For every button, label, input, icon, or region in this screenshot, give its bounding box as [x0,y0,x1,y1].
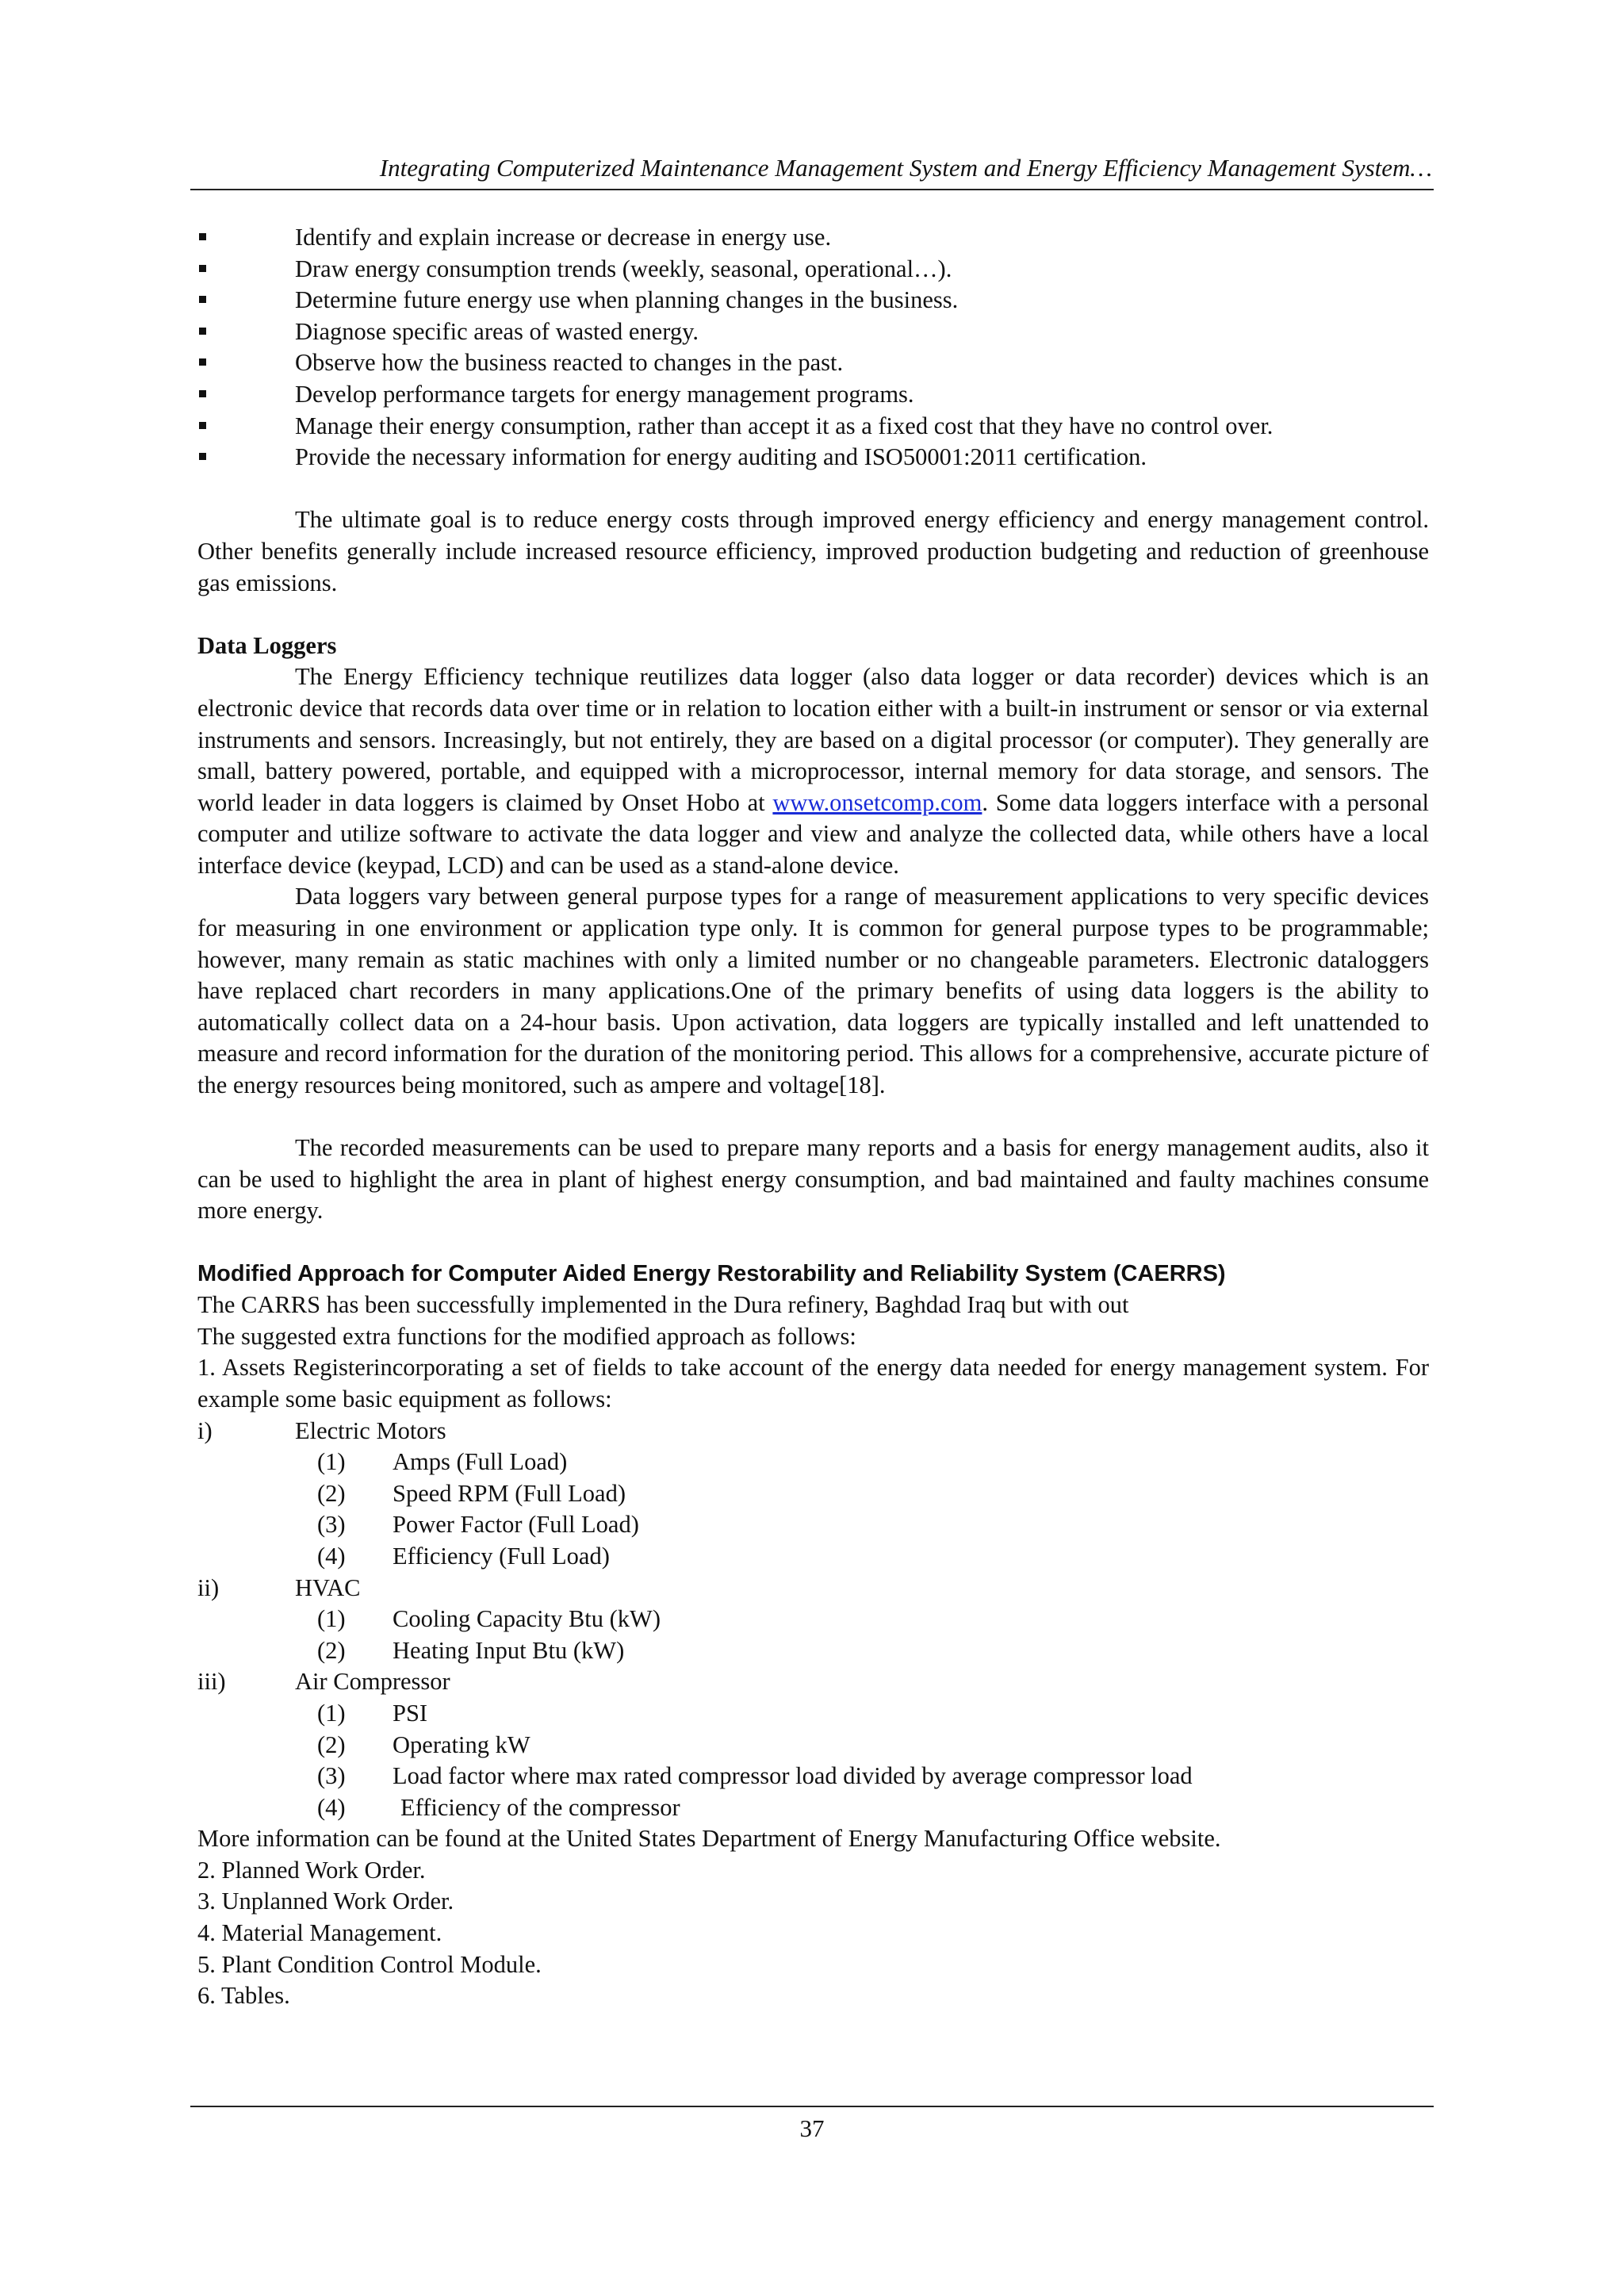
numbered-item: 3. Unplanned Work Order. [197,1888,454,1915]
page-content [197,222,1429,2012]
bullet-text: Manage their energy consumption, rather than accept it as a fixed cost that they have no control over. [295,412,1274,439]
data-loggers-heading: Data Loggers [197,631,337,659]
field-number: (4) [317,1793,346,1821]
spacer [197,473,1429,505]
data-loggers-paragraph-1 [197,661,1429,881]
equipment-number: i) [197,1416,213,1444]
data-loggers-paragraph-3: The recorded measurements can be used to prepare many reports and a basis for energy management audits, also it can be used to highlight the area in plant of highest energy consumption, and bad maintained and faulty machines consume more energy. [197,1134,1429,1225]
equipment-name: Electric Motors [295,1416,446,1444]
equipment-row-air-compressor [197,1666,1429,1698]
field-number: (1) [317,1448,346,1476]
field-text: Operating kW [393,1731,530,1758]
equipment-field-row [197,1447,1429,1478]
spacer [197,1227,1429,1259]
modified-approach-heading: Modified Approach for Computer Aided Energy Restorability and Reliability System (CAERRS) [197,1260,1226,1286]
field-text: Power Factor (Full Load) [393,1511,639,1539]
equipment-field-row [197,1698,1429,1730]
bullet-item [197,254,1429,286]
bullet-text: Identify and explain increase or decrease in energy use. [295,224,832,251]
goal-paragraph: The ultimate goal is to reduce energy costs through improved energy efficiency and energy management control. Other benefits generally include increased resource efficiency, improved production budgeting and reduction of greenhouse gas emissions. [197,506,1429,596]
bullet-item [197,285,1429,316]
bullet-text: Draw energy consumption trends (weekly, seasonal, operational…). [295,255,952,282]
bullet-item [197,316,1429,348]
field-number: (3) [317,1511,346,1539]
equipment-row-electric-motors [197,1416,1429,1447]
equipment-field-row [197,1761,1429,1792]
assets-register-item: 1. Assets Registerincorporating a set of fields to take account of the energy data needed for energy management system. For example some basic equipment as follows: [197,1354,1429,1412]
carrs-implementation-line: The CARRS has been successfully implemented in the Dura refinery, Baghdad Iraq but with out [197,1291,1129,1319]
field-number: (2) [317,1479,346,1507]
paragraph-text: . Some data loggers interface with a personal computer and utilize software to activate the data logger and view and analyze the collected data, while others have a local interface device (keypad, LCD) and can be used as a stand-alone device. [197,788,1429,879]
bullet-item [197,347,1429,379]
square-bullet-icon [199,422,206,429]
bullet-text: Provide the necessary information for energy auditing and ISO50001:2011 certification. [295,443,1147,471]
bullet-item [197,379,1429,411]
benefits-bullet-list [197,222,1429,473]
onsetcomp-link[interactable]: www.onsetcomp.com [772,788,982,816]
more-information-line: More information can be found at the United States Department of Energy Manufacturing Office website. [197,1825,1221,1853]
numbered-item: 5. Plant Condition Control Module. [197,1950,542,1978]
square-bullet-icon [199,233,206,240]
square-bullet-icon [199,453,206,460]
numbered-item: 2. Planned Work Order. [197,1856,426,1884]
numbered-item: 6. Tables. [197,1982,290,2010]
footer-rule [190,2106,1434,2107]
equipment-number: iii) [197,1668,226,1696]
bullet-text: Develop performance targets for energy management programs. [295,380,914,408]
spacer [197,599,1429,631]
page-number: 37 [799,2114,825,2142]
equipment-name: HVAC [295,1573,361,1601]
field-text: Cooling Capacity Btu (kW) [393,1605,661,1633]
bullet-item [197,222,1429,254]
square-bullet-icon [199,265,206,272]
equipment-field-row [197,1635,1429,1667]
field-text: Heating Input Btu (kW) [393,1636,625,1664]
bullet-text: Diagnose specific areas of wasted energy. [295,317,699,345]
equipment-field-row [197,1509,1429,1541]
equipment-field-row [197,1604,1429,1635]
field-text: Efficiency of the compressor [400,1793,680,1821]
field-number: (2) [317,1636,346,1664]
square-bullet-icon [199,328,206,335]
field-text: Efficiency (Full Load) [393,1542,610,1570]
square-bullet-icon [199,296,206,303]
data-loggers-paragraph-2: Data loggers vary between general purpose types for a range of measurement applications to very specific devices for measuring in one environment or application type only. It is common for general purpose types to be programmable; however, many remain as static machines with only a limited number or no changeable parameters. Electronic dataloggers have replaced chart recorders in many applications.One of the primary benefits of using data loggers is the ability to automatically collect data on a 24-hour basis. Upon activation, data loggers are typically installed and left unattended to measure and record information for the duration of the monitoring period. This allows for a comprehensive, accurate picture of the energy resources being monitored, such as ampere and voltage[18]. [197,883,1429,1099]
equipment-field-row [197,1478,1429,1510]
field-number: (2) [317,1731,346,1758]
equipment-field-row [197,1541,1429,1573]
field-text: Speed RPM (Full Load) [393,1479,626,1507]
equipment-field-row [197,1730,1429,1761]
field-number: (1) [317,1605,346,1633]
square-bullet-icon [199,390,206,397]
numbered-item: 4. Material Management. [197,1919,442,1947]
bullet-item [197,442,1429,473]
spacer [197,1102,1429,1133]
bullet-item [197,411,1429,443]
header-rule [190,189,1434,190]
equipment-number: ii) [197,1573,220,1601]
field-number: (4) [317,1542,346,1570]
field-text: PSI [393,1699,428,1727]
equipment-field-row [197,1792,1429,1824]
field-number: (3) [317,1762,346,1790]
paragraph-text: The Energy Efficiency technique reutilizes data logger (also data logger or data recorder) devices which is an electronic device that records data over time or in relation to location either with a built-in instrument or sensor or via external instruments and sensors. Increasingly, but not entirely, they are based on a digital processor (or computer). They generally are small, battery powered, portable, and equipped with a microprocessor, internal memory for data storage, and sensors. The world leader in data loggers is claimed by Onset Hobo at [197,663,1429,816]
field-number: (1) [317,1699,346,1727]
bullet-text: Observe how the business reacted to changes in the past. [295,349,844,377]
bullet-text: Determine future energy use when planning changes in the business. [295,286,959,314]
square-bullet-icon [199,358,206,366]
equipment-row-hvac [197,1573,1429,1604]
suggested-functions-line: The suggested extra functions for the modified approach as follows: [197,1322,856,1350]
field-text: Amps (Full Load) [393,1448,568,1476]
equipment-name: Air Compressor [295,1668,450,1696]
field-text: Load factor where max rated compressor load divided by average compressor load [393,1762,1193,1790]
running-header: Integrating Computerized Maintenance Management System and Energy Efficiency Management System… [379,154,1432,182]
